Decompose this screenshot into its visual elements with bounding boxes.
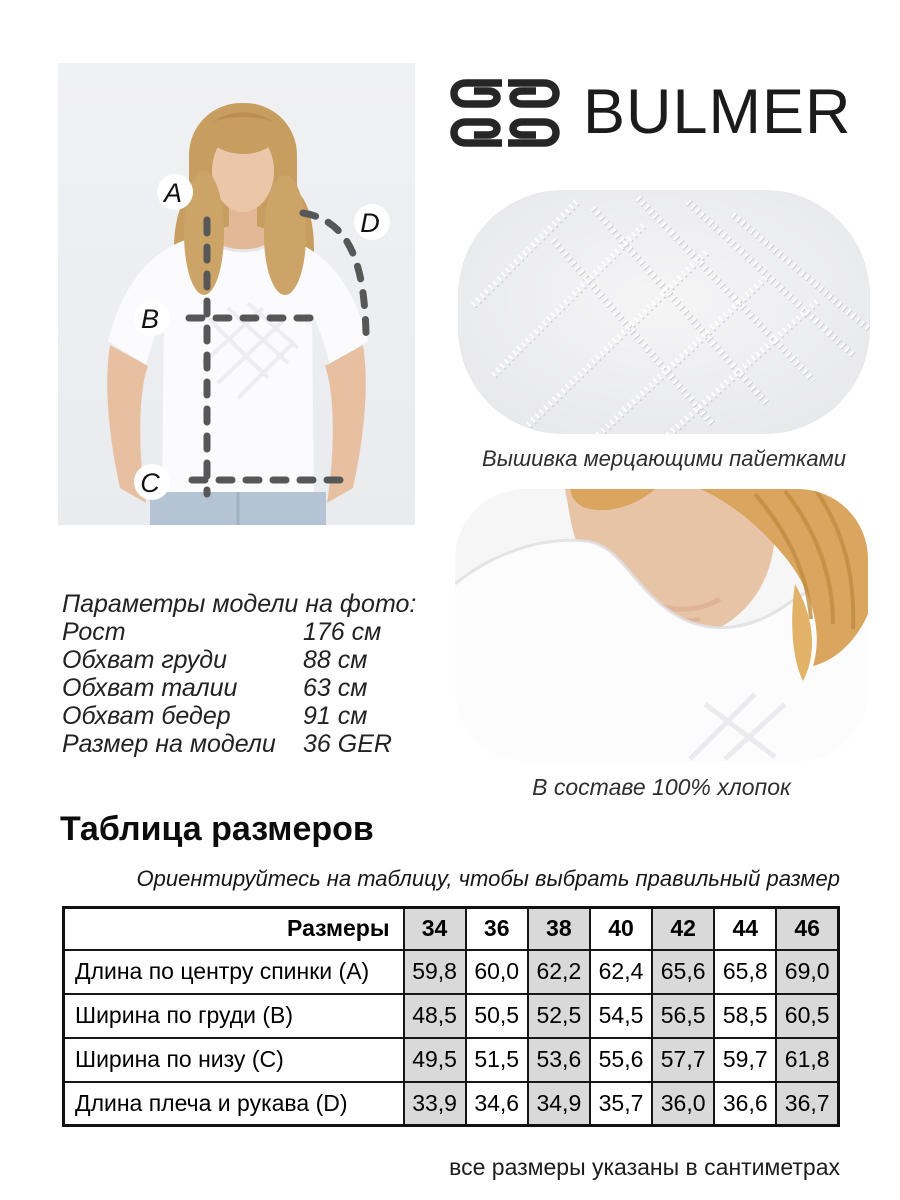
brand-logo-icon xyxy=(450,77,560,149)
size-col-header: 38 xyxy=(528,908,590,950)
param-label: Размер на модели xyxy=(62,730,276,758)
size-table-heading: Таблица размеров xyxy=(60,810,374,848)
detail-caption-fabric: В составе 100% хлопок xyxy=(532,774,791,800)
size-value-cell: 54,5 xyxy=(590,994,652,1038)
param-label: Обхват талии xyxy=(62,674,238,702)
params-title: Параметры модели на фото: xyxy=(62,590,417,618)
param-label: Рост xyxy=(62,618,126,646)
param-label: Обхват груди xyxy=(62,646,227,674)
detail-image-sequins xyxy=(458,190,870,434)
size-value-cell: 69,0 xyxy=(776,950,838,994)
brand-name: BULMER xyxy=(583,77,852,147)
size-corner-cell: Размеры xyxy=(64,908,404,950)
detail-caption-sequins: Вышивка мерцающими пайетками xyxy=(482,446,846,471)
size-col-header: 46 xyxy=(776,908,838,950)
measure-label-c: C xyxy=(140,468,160,498)
size-value-cell: 62,2 xyxy=(528,950,590,994)
row-label-cell: Ширина по низу (C) xyxy=(64,1038,404,1082)
table-row-chest-width xyxy=(64,994,839,1038)
size-value-cell: 48,5 xyxy=(404,994,466,1038)
param-value: 91 см xyxy=(303,702,368,730)
model-params xyxy=(62,590,422,758)
size-value-cell: 52,5 xyxy=(528,994,590,1038)
param-value: 88 см xyxy=(303,646,368,674)
table-footnote: все размеры указаны в сантиметрах xyxy=(449,1154,840,1180)
size-table-hint: Ориентируйтесь на таблицу, чтобы выбрать правильный размер xyxy=(136,866,840,891)
measure-label-b: B xyxy=(140,304,160,334)
size-value-cell: 34,9 xyxy=(528,1082,590,1126)
size-value-cell: 61,8 xyxy=(776,1038,838,1082)
row-label-cell: Длина плеча и рукава (D) xyxy=(64,1082,404,1126)
size-value-cell: 36,6 xyxy=(714,1082,776,1126)
size-value-cell: 65,6 xyxy=(652,950,714,994)
size-value-cell: 51,5 xyxy=(466,1038,528,1082)
size-value-cell: 59,7 xyxy=(714,1038,776,1082)
size-value-cell: 33,9 xyxy=(404,1082,466,1126)
table-row-bottom-width xyxy=(64,1038,839,1082)
size-col-header: 40 xyxy=(590,908,652,950)
size-value-cell: 50,5 xyxy=(466,994,528,1038)
size-value-cell: 35,7 xyxy=(590,1082,652,1126)
size-table xyxy=(62,906,840,1127)
params-row-height xyxy=(62,618,422,646)
size-value-cell: 55,6 xyxy=(590,1038,652,1082)
size-value-cell: 60,0 xyxy=(466,950,528,994)
size-value-cell: 49,5 xyxy=(404,1038,466,1082)
params-row-size xyxy=(62,730,422,758)
size-value-cell: 58,5 xyxy=(714,994,776,1038)
size-value-cell: 57,7 xyxy=(652,1038,714,1082)
size-col-header: 42 xyxy=(652,908,714,950)
size-value-cell: 36,0 xyxy=(652,1082,714,1126)
row-label-cell: Ширина по груди (B) xyxy=(64,994,404,1038)
size-value-cell: 60,5 xyxy=(776,994,838,1038)
size-col-header: 36 xyxy=(466,908,528,950)
row-label-cell: Длина по центру спинки (A) xyxy=(64,950,404,994)
measure-label-a: A xyxy=(163,178,183,208)
size-value-cell: 59,8 xyxy=(404,950,466,994)
size-value-cell: 36,7 xyxy=(776,1082,838,1126)
model-measure-photo xyxy=(58,63,415,525)
size-value-cell: 53,6 xyxy=(528,1038,590,1082)
size-header-row xyxy=(64,908,839,950)
param-value: 63 см xyxy=(303,674,368,702)
params-row-chest xyxy=(62,646,422,674)
detail-image-neckline xyxy=(455,489,868,761)
table-row-sleeve-length xyxy=(64,1082,839,1126)
table-row-back-length xyxy=(64,950,839,994)
size-value-cell: 56,5 xyxy=(652,994,714,1038)
params-row-waist xyxy=(62,674,422,702)
param-value: 36 GER xyxy=(303,730,392,758)
param-label: Обхват бедер xyxy=(62,702,231,730)
param-value: 176 см xyxy=(303,618,382,646)
size-value-cell: 65,8 xyxy=(714,950,776,994)
params-row-hips xyxy=(62,702,422,730)
size-value-cell: 34,6 xyxy=(466,1082,528,1126)
size-col-header: 34 xyxy=(404,908,466,950)
size-col-header: 44 xyxy=(714,908,776,950)
size-value-cell: 62,4 xyxy=(590,950,652,994)
measure-label-d: D xyxy=(360,208,380,238)
